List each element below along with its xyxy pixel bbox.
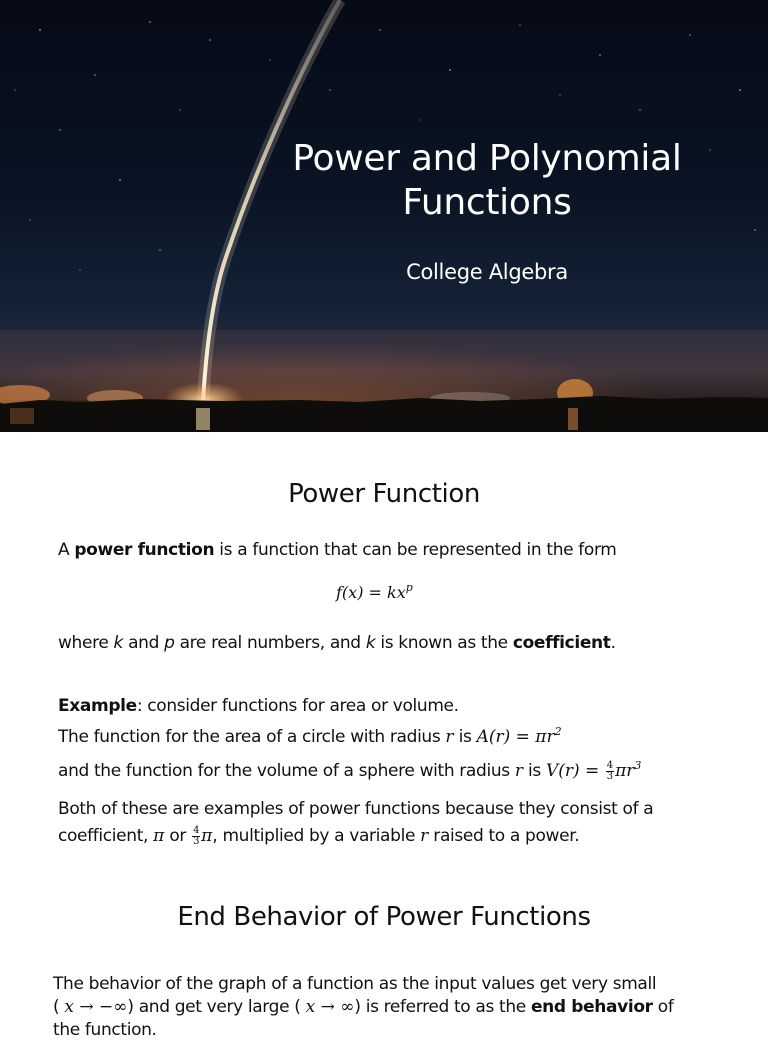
example-label-text: Example: consider functions for area or volume.: [58, 696, 459, 716]
fraction-four-thirds: $\frac{4}{3}$: [606, 760, 614, 782]
area-function-text: The function for the area of a circle with radius r is $A(r) = \pi r^2$: [58, 725, 562, 747]
definition-text: A power function is a function that can be represented in the form: [58, 540, 617, 560]
power-function-slide: [0, 432, 768, 1040]
end-behavior-text-line3: the function.: [53, 1020, 157, 1040]
term-example: Example: [58, 696, 137, 716]
slide-heading-power-function: Power Function: [288, 479, 480, 509]
both-examples-text: Both of these are examples of power functions because they consist of a: [58, 799, 654, 819]
term-end-behavior: end behavior: [530, 997, 653, 1017]
coefficient-explanation-text: coefficient, π or $\frac{4}{3}$ π, multiplied by a variable r raised to a power.: [58, 824, 580, 847]
title-slide: [0, 0, 768, 432]
volume-formula: V(r) = $\frac{4}{3}$ $\pi r^3$: [545, 759, 642, 782]
slide-heading-end-behavior: End Behavior of Power Functions: [177, 902, 591, 932]
term-coefficient: coefficient: [512, 633, 611, 653]
power-function-formula: $f(x) = kx^p$: [336, 581, 413, 602]
end-behavior-text-line2: ( x → −∞) and get very large ( x → ∞) is referred to as the end behavior of: [53, 997, 674, 1017]
presentation-title: Power and Polynomial Functions: [292, 138, 682, 223]
volume-function-text: and the function for the volume of a sphere with radius r is V(r) = $\frac{4}{3}$ $\pi r^3$: [58, 759, 642, 782]
area-formula: $A(r) = \pi r^2$: [476, 725, 562, 747]
fraction-four-thirds-2: $\frac{4}{3}$: [193, 824, 200, 847]
where-text: where k and p are real numbers, and k is known as the coefficient.: [58, 633, 616, 653]
presentation-subtitle: College Algebra: [406, 260, 568, 284]
end-behavior-text-line1: The behavior of the graph of a function as the input values get very small: [53, 974, 657, 994]
term-power-function: power function: [74, 540, 215, 560]
